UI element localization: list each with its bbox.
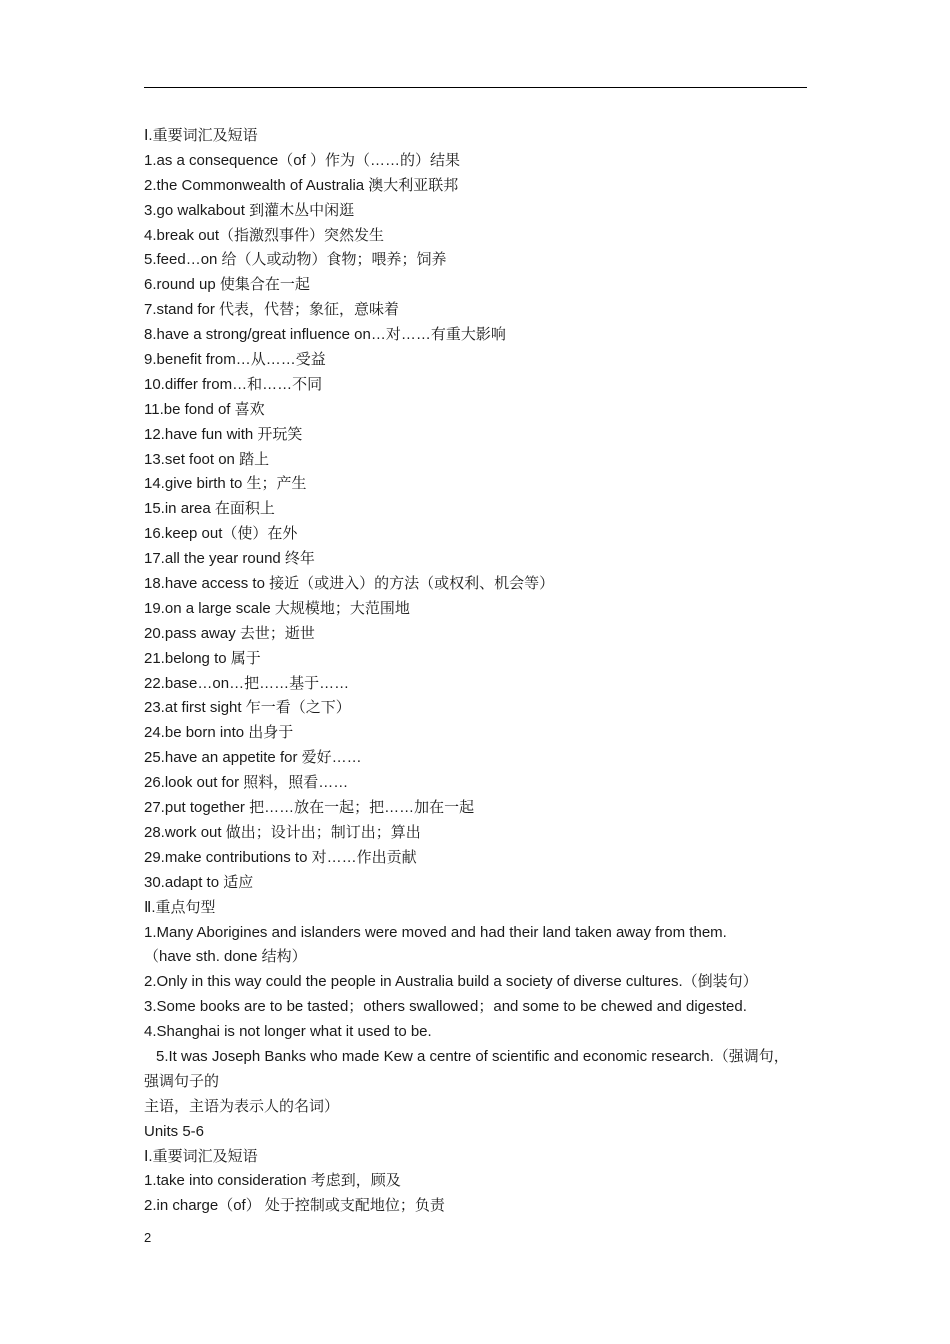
vocab-item-30: 30.adapt to 适应 <box>144 873 254 891</box>
sentence-item-2: 2.Only in this way could the people in Australia build a society of diverse cultures.（倒装句） <box>144 973 758 991</box>
vocab-item-6: 6.round up 使集合在一起 <box>144 276 310 294</box>
vocab-item-4: 4.break out（指激烈事件）突然发生 <box>144 226 385 244</box>
vocab-item-3: 3.go walkabout 到灌木丛中闲逛 <box>144 201 355 219</box>
vocab-item-14: 14.give birth to 生；产生 <box>144 475 307 493</box>
vocab-item-19: 19.on a large scale 大规模地；大范围地 <box>144 599 410 617</box>
vocab-item-15: 15.in area 在面积上 <box>144 500 275 518</box>
section-heading-sentence-patterns: Ⅱ.重点句型 <box>144 898 216 916</box>
vocab-item-29: 29.make contributions to 对……作出贡献 <box>144 848 417 866</box>
section-heading-vocabulary: Ⅰ.重要词汇及短语 <box>144 127 258 144</box>
vocab-item-24: 24.be born into 出身于 <box>144 724 294 742</box>
vocab-item-28: 28.work out 做出；设计出；制订出；算出 <box>144 823 421 841</box>
vocab-item-13: 13.set foot on 踏上 <box>144 450 270 468</box>
sentence-item-1: 1.Many Aborigines and islanders were moved and had their land taken away from them. <box>144 923 727 941</box>
vocab-item-16: 16.keep out（使）在外 <box>144 525 298 543</box>
sentence-item-1-note: （have sth. done 结构） <box>144 948 307 966</box>
vocab-item-5: 5.feed…on 给（人或动物）食物；喂养；饲养 <box>144 251 447 269</box>
sentence-item-5-cont-2: 主语，主语为表示人的名词） <box>144 1097 340 1115</box>
page-number: 2 <box>144 1230 152 1245</box>
vocab-item-26: 26.look out for 照料，照看…… <box>144 774 349 792</box>
vocab-item-23: 23.at first sight 乍一看（之下） <box>144 699 351 717</box>
vocab-item-7: 7.stand for 代表，代替；象征，意味着 <box>144 301 400 319</box>
vocab-item-11: 11.be fond of 喜欢 <box>144 400 265 418</box>
vocab-item-1: 1.as a consequence（of ）作为（……的）结果 <box>144 151 460 169</box>
vocab-item-8: 8.have a strong/great influence on…对……有重大影响 <box>144 326 506 344</box>
units-label: Units 5-6 <box>144 1122 205 1140</box>
sentence-item-3: 3.Some books are to be tasted；others swallowed；and some to be chewed and digested. <box>144 998 747 1016</box>
vocab-item-22: 22.base…on…把……基于…… <box>144 674 350 692</box>
sentence-item-5-cont: 强调句子的 <box>144 1072 220 1090</box>
section-heading-vocabulary-2: Ⅰ.重要词汇及短语 <box>144 1147 258 1165</box>
vocab-item-2: 2.the Commonwealth of Australia 澳大利亚联邦 <box>144 176 459 194</box>
header-rule <box>144 87 807 88</box>
vocab-item-9: 9.benefit from…从……受益 <box>144 351 326 369</box>
sentence-item-5: 5.It was Joseph Banks who made Kew a centre of scientific and economic research.（强调句， <box>156 1047 789 1065</box>
vocab-item-27: 27.put together 把……放在一起；把……加在一起 <box>144 799 475 817</box>
vocab-item-17: 17.all the year round 终年 <box>144 550 315 568</box>
vocab-item-20: 20.pass away 去世；逝世 <box>144 624 315 642</box>
vocab-item-12: 12.have fun with 开玩笑 <box>144 425 303 443</box>
page-content <box>144 124 814 1219</box>
vocab-item-18: 18.have access to 接近（或进入）的方法（或权利、机会等） <box>144 575 555 593</box>
vocab-item-21: 21.belong to 属于 <box>144 649 261 667</box>
vocab2-item-2: 2.in charge（of） 处于控制或支配地位；负责 <box>144 1197 445 1215</box>
vocab2-item-1: 1.take into consideration 考虑到，顾及 <box>144 1172 401 1190</box>
vocab-item-10: 10.differ from…和……不同 <box>144 375 323 393</box>
vocab-item-25: 25.have an appetite for 爱好…… <box>144 749 362 767</box>
sentence-item-4: 4.Shanghai is not longer what it used to be. <box>144 1023 432 1041</box>
